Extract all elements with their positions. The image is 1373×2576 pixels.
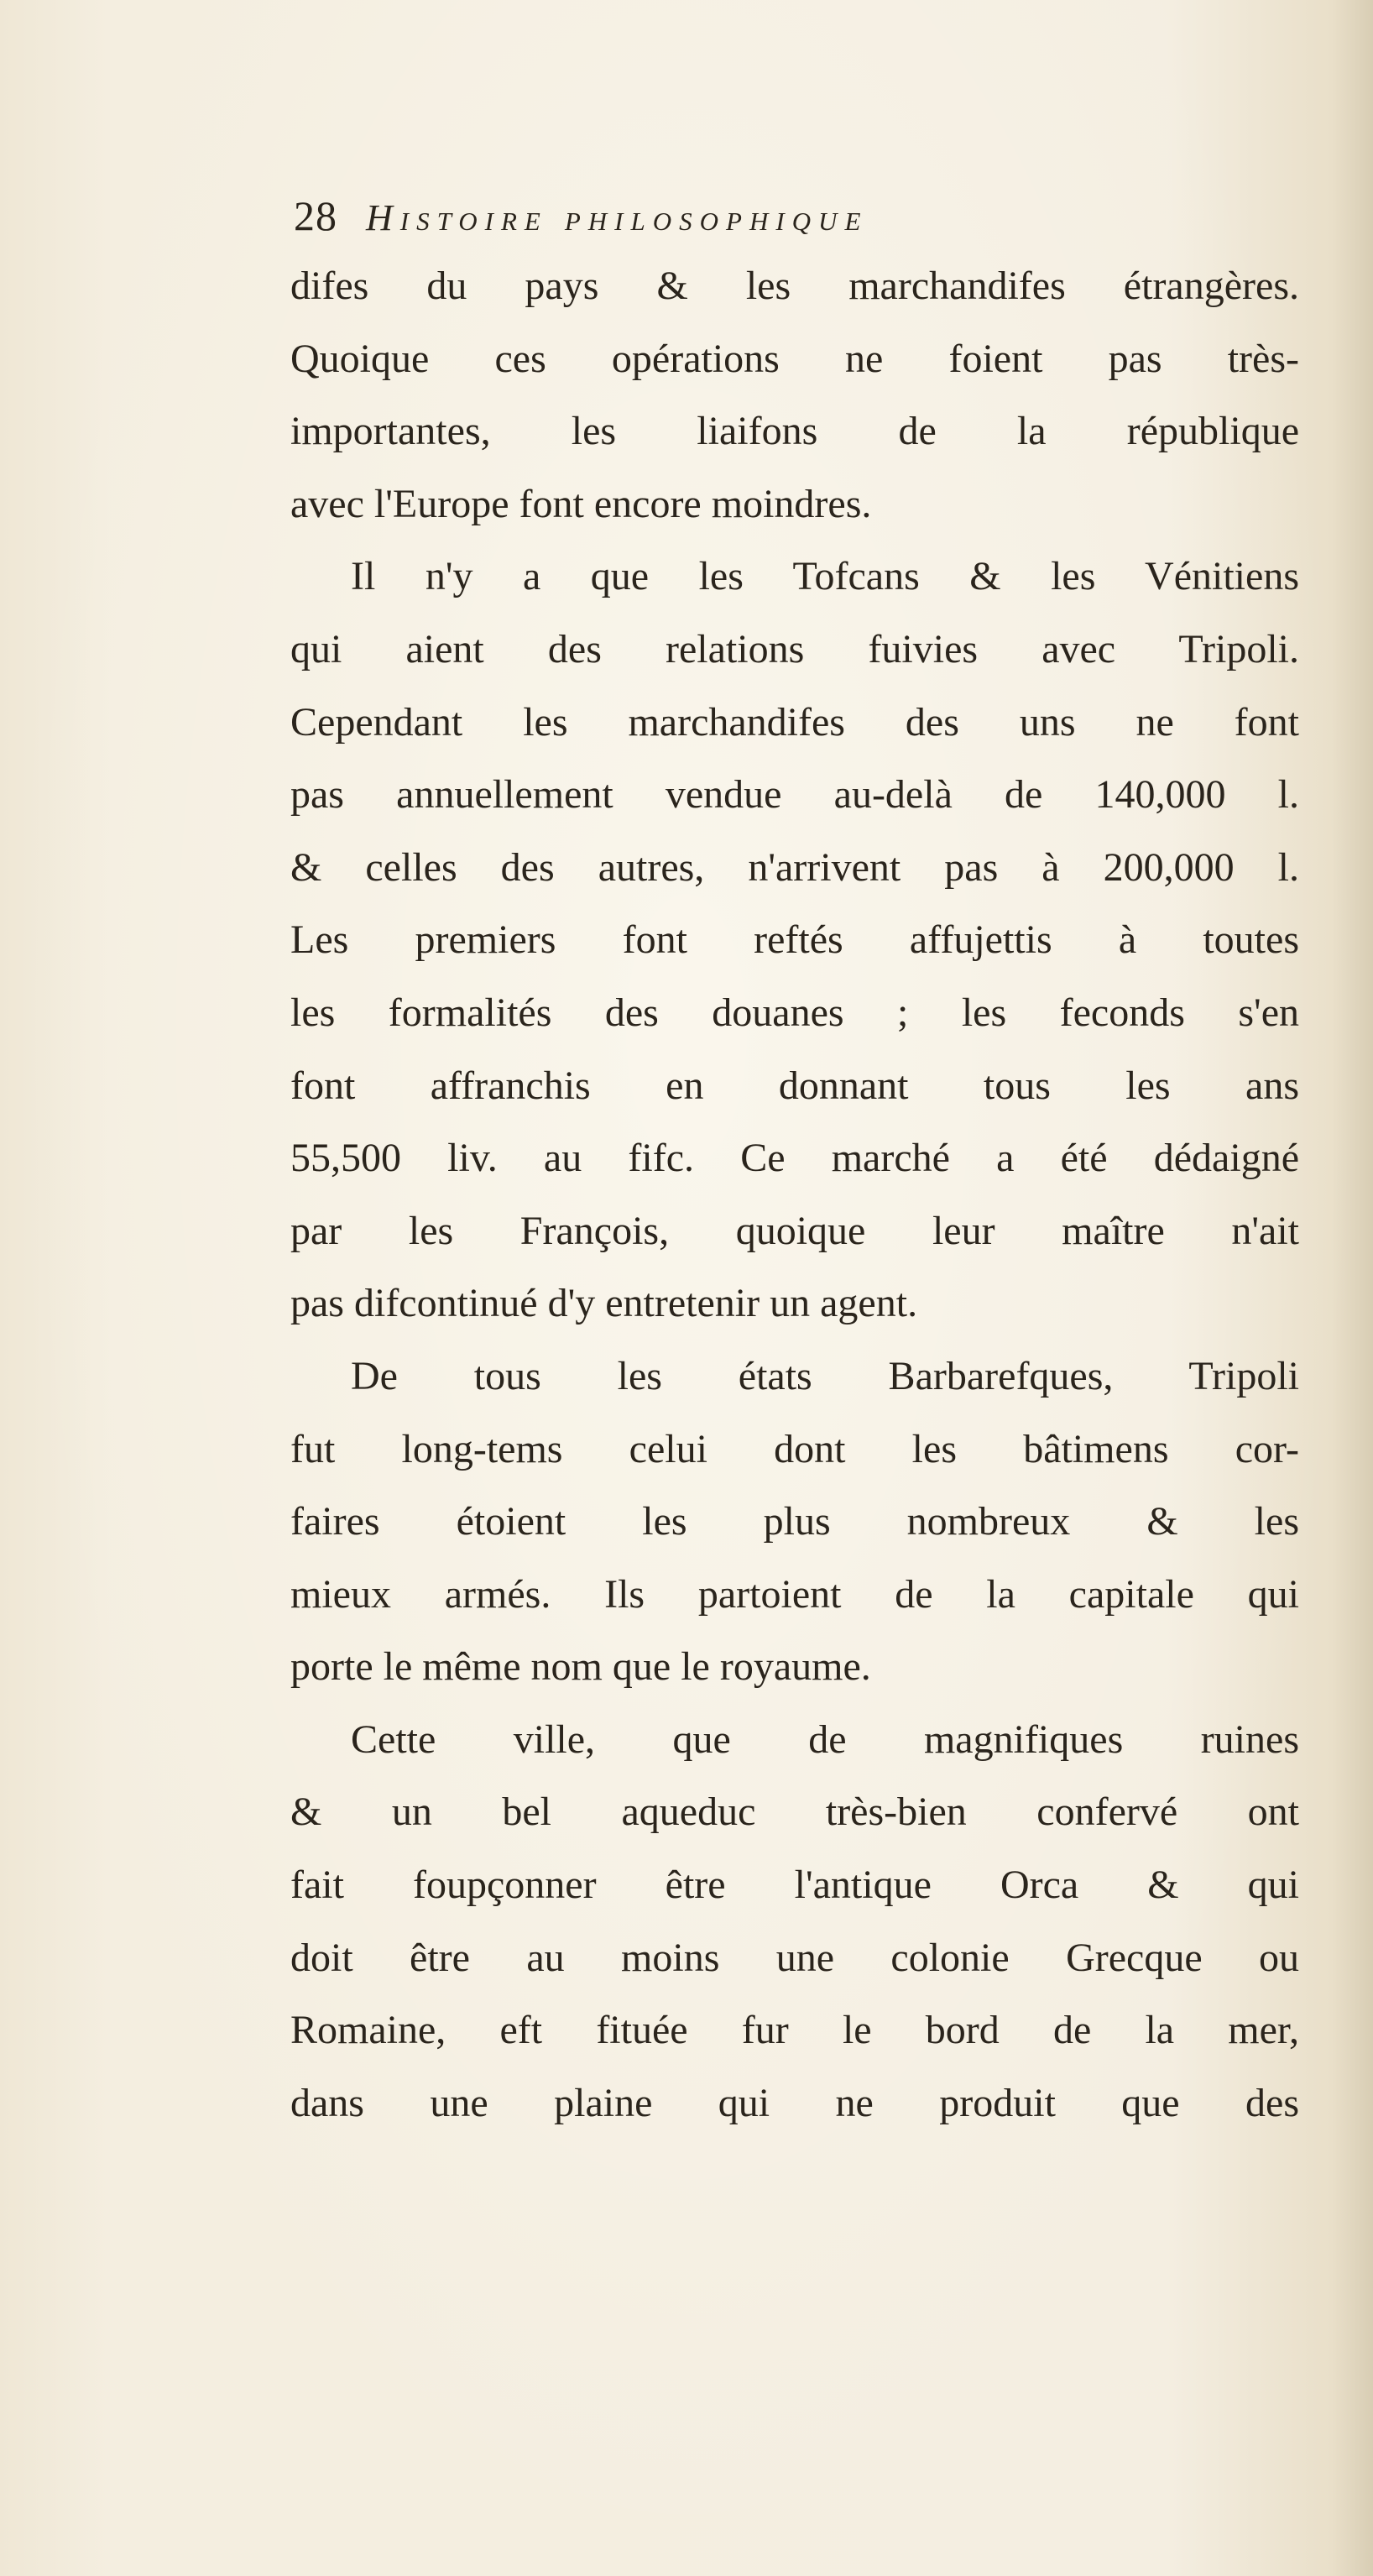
- body-text: [290, 250, 1299, 2140]
- text-line: & un bel aqueduc très-bien confervé ont: [290, 1790, 1299, 1835]
- text-line: font affranchis en donnant tous les ans: [290, 1063, 1299, 1108]
- text-line: Cependant les marchandifes des uns ne font: [290, 699, 1299, 745]
- text-line: les formalités des douanes ; les feconds s'en: [290, 990, 1299, 1035]
- running-title: Histoire philosophique: [366, 197, 869, 238]
- page-number: 28: [294, 192, 337, 239]
- text-line: Les premiers font reftés affujettis à toutes: [290, 917, 1299, 963]
- text-line: Romaine, eft fituée fur le bord de la mer,: [290, 2008, 1299, 2053]
- text-line: fut long-tems celui dont les bâtimens cor-: [290, 1426, 1299, 1471]
- text-line: Il n'y a que les Tofcans & les Vénitiens: [351, 554, 1299, 599]
- text-line: pas annuellement vendue au-delà de 140,000 l.: [290, 772, 1299, 818]
- text-line: doit être au moins une colonie Grecque ou: [290, 1935, 1299, 1980]
- text-line: par les François, quoique leur maître n'ait: [290, 1208, 1299, 1253]
- text-line: avec l'Europe font encore moindres.: [290, 481, 872, 526]
- text-line: dans une plaine qui ne produit que des: [290, 2080, 1299, 2125]
- text-line: & celles des autres, n'arrivent pas à 200,000 l.: [290, 844, 1299, 890]
- text-line: difes du pays & les marchandifes étrangères.: [290, 264, 1299, 308]
- text-line: qui aient des relations fuivies avec Tripoli.: [290, 626, 1299, 671]
- text-line: importantes, les liaifons de la république: [290, 409, 1299, 454]
- text-line: De tous les états Barbarefques, Tripoli: [351, 1353, 1299, 1398]
- text-line: pas difcontinué d'y entretenir un agent.: [290, 1281, 918, 1326]
- text-line: 55,500 liv. au fifc. Ce marché a été dédaigné: [290, 1136, 1299, 1181]
- text-line: Cette ville, que de magnifiques ruines: [351, 1716, 1299, 1762]
- text-line: fait foupçonner être l'antique Orca & qui: [290, 1863, 1299, 1908]
- text-line: porte le même nom que le royaume.: [290, 1644, 871, 1690]
- text-line: faires étoient les plus nombreux & les: [290, 1499, 1299, 1544]
- text-line: mieux armés. Ils partoient de la capitale qui: [290, 1571, 1299, 1617]
- text-line: Quoique ces opérations ne foient pas très-: [290, 336, 1299, 381]
- page-header: [294, 191, 1318, 250]
